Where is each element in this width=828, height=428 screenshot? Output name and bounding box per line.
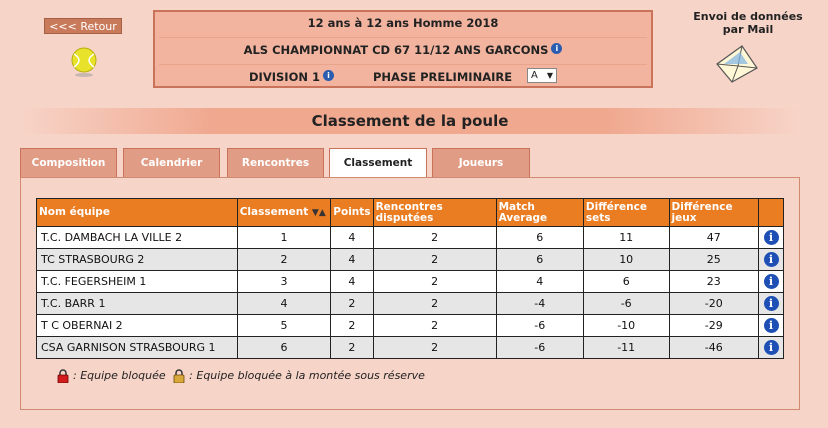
- info-icon[interactable]: i: [764, 296, 779, 311]
- info-icon[interactable]: i: [764, 340, 779, 355]
- championship-info-icon[interactable]: i: [551, 43, 562, 54]
- header-classement-label: Classement: [239, 205, 309, 218]
- header-rencontres[interactable]: Rencontres disputées: [373, 199, 496, 227]
- legend-blocked: : Equipe bloquée: [73, 369, 166, 382]
- team-match-average: 6: [496, 227, 583, 249]
- team-diff-sets: 11: [583, 227, 669, 249]
- info-icon[interactable]: i: [764, 318, 779, 333]
- team-matches: 2: [373, 337, 496, 359]
- team-diff-jeux: 23: [669, 271, 759, 293]
- team-diff-jeux: -29: [669, 315, 759, 337]
- retour-button[interactable]: <<< Retour: [44, 18, 122, 34]
- tab-joueurs[interactable]: Joueurs: [432, 148, 530, 177]
- team-name: T.C. BARR 1: [37, 293, 238, 315]
- championship-label: ALS CHAMPIONNAT CD 67 11/12 ANS GARCONS: [243, 43, 549, 57]
- team-matches: 2: [373, 227, 496, 249]
- team-rank: 4: [237, 293, 331, 315]
- competition-category: 12 ans à 12 ans Homme 2018: [307, 16, 499, 30]
- team-info-cell: [759, 249, 784, 271]
- envelope-icon[interactable]: [714, 42, 760, 84]
- tab-rencontres[interactable]: Rencontres: [227, 148, 324, 177]
- table-header-row: [37, 199, 784, 227]
- team-rank: 6: [237, 337, 331, 359]
- poule-select[interactable]: [527, 68, 557, 83]
- table-row: [37, 337, 784, 359]
- team-points: 4: [331, 227, 373, 249]
- team-diff-jeux: 47: [669, 227, 759, 249]
- legend: [57, 369, 425, 383]
- table-row: [37, 271, 784, 293]
- tennis-ball-icon: [70, 47, 98, 77]
- divider: [159, 37, 647, 38]
- team-diff-sets: 10: [583, 249, 669, 271]
- team-points: 4: [331, 271, 373, 293]
- team-diff-sets: 6: [583, 271, 669, 293]
- team-info-cell: [759, 293, 784, 315]
- mail-export-line1: Envoi de données: [693, 10, 803, 23]
- team-diff-sets: -11: [583, 337, 669, 359]
- phase-label: PHASE PRELIMINAIRE: [373, 70, 513, 84]
- header-points[interactable]: Points: [331, 199, 373, 227]
- table-row: [37, 227, 784, 249]
- team-name: CSA GARNISON STRASBOURG 1: [37, 337, 238, 359]
- header-nom-equipe[interactable]: Nom équipe: [37, 199, 238, 227]
- header-classement[interactable]: [237, 199, 331, 227]
- info-icon[interactable]: i: [764, 274, 779, 289]
- header-difference-sets[interactable]: Différence sets: [583, 199, 669, 227]
- team-rank: 1: [237, 227, 331, 249]
- team-diff-jeux: -46: [669, 337, 759, 359]
- team-diff-sets: -6: [583, 293, 669, 315]
- info-icon[interactable]: i: [764, 230, 779, 245]
- mail-export-label[interactable]: [668, 10, 828, 36]
- team-match-average: 6: [496, 249, 583, 271]
- competition-info-box: [153, 10, 653, 88]
- divider: [159, 64, 647, 65]
- team-info-cell: [759, 271, 784, 293]
- team-points: 4: [331, 249, 373, 271]
- team-rank: 5: [237, 315, 331, 337]
- tab-calendrier[interactable]: Calendrier: [123, 148, 220, 177]
- team-points: 2: [331, 293, 373, 315]
- team-match-average: 4: [496, 271, 583, 293]
- sort-arrows-icon[interactable]: ▼▲: [311, 207, 326, 218]
- header-match-average[interactable]: Match Average: [496, 199, 583, 227]
- team-info-cell: [759, 337, 784, 359]
- team-points: 2: [331, 315, 373, 337]
- header-info: [759, 199, 784, 227]
- team-info-cell: [759, 227, 784, 249]
- legend-blocked-reserve: : Equipe bloquée à la montée sous réserve: [189, 369, 425, 382]
- team-diff-jeux: -20: [669, 293, 759, 315]
- team-matches: 2: [373, 293, 496, 315]
- table-row: [37, 249, 784, 271]
- team-diff-jeux: 25: [669, 249, 759, 271]
- table-row: [37, 293, 784, 315]
- info-icon[interactable]: i: [764, 252, 779, 267]
- poule-select-value: A: [531, 70, 538, 81]
- team-name: T.C. FEGERSHEIM 1: [37, 271, 238, 293]
- team-matches: 2: [373, 271, 496, 293]
- tab-classement[interactable]: Classement: [329, 148, 427, 178]
- team-points: 2: [331, 337, 373, 359]
- header-difference-jeux[interactable]: Différence jeux: [669, 199, 759, 227]
- team-match-average: -4: [496, 293, 583, 315]
- team-name: T C OBERNAI 2: [37, 315, 238, 337]
- championship-name: [155, 43, 651, 57]
- team-info-cell: [759, 315, 784, 337]
- mail-export-line2: par Mail: [722, 23, 774, 36]
- team-name: TC STRASBOURG 2: [37, 249, 238, 271]
- team-rank: 2: [237, 249, 331, 271]
- red-lock-icon: [57, 369, 69, 383]
- page-title: Classement de la poule: [20, 108, 800, 134]
- team-matches: 2: [373, 249, 496, 271]
- team-match-average: -6: [496, 315, 583, 337]
- table-row: [37, 315, 784, 337]
- team-matches: 2: [373, 315, 496, 337]
- team-diff-sets: -10: [583, 315, 669, 337]
- division-label: DIVISION 1: [249, 70, 320, 84]
- division-name: [249, 70, 334, 84]
- ranking-table: [36, 198, 784, 359]
- team-rank: 3: [237, 271, 331, 293]
- team-name: T.C. DAMBACH LA VILLE 2: [37, 227, 238, 249]
- division-info-icon[interactable]: i: [323, 70, 334, 81]
- team-match-average: -6: [496, 337, 583, 359]
- gold-lock-icon: [173, 369, 185, 383]
- chevron-down-icon: ▼: [546, 71, 553, 80]
- tab-composition[interactable]: Composition: [20, 148, 117, 177]
